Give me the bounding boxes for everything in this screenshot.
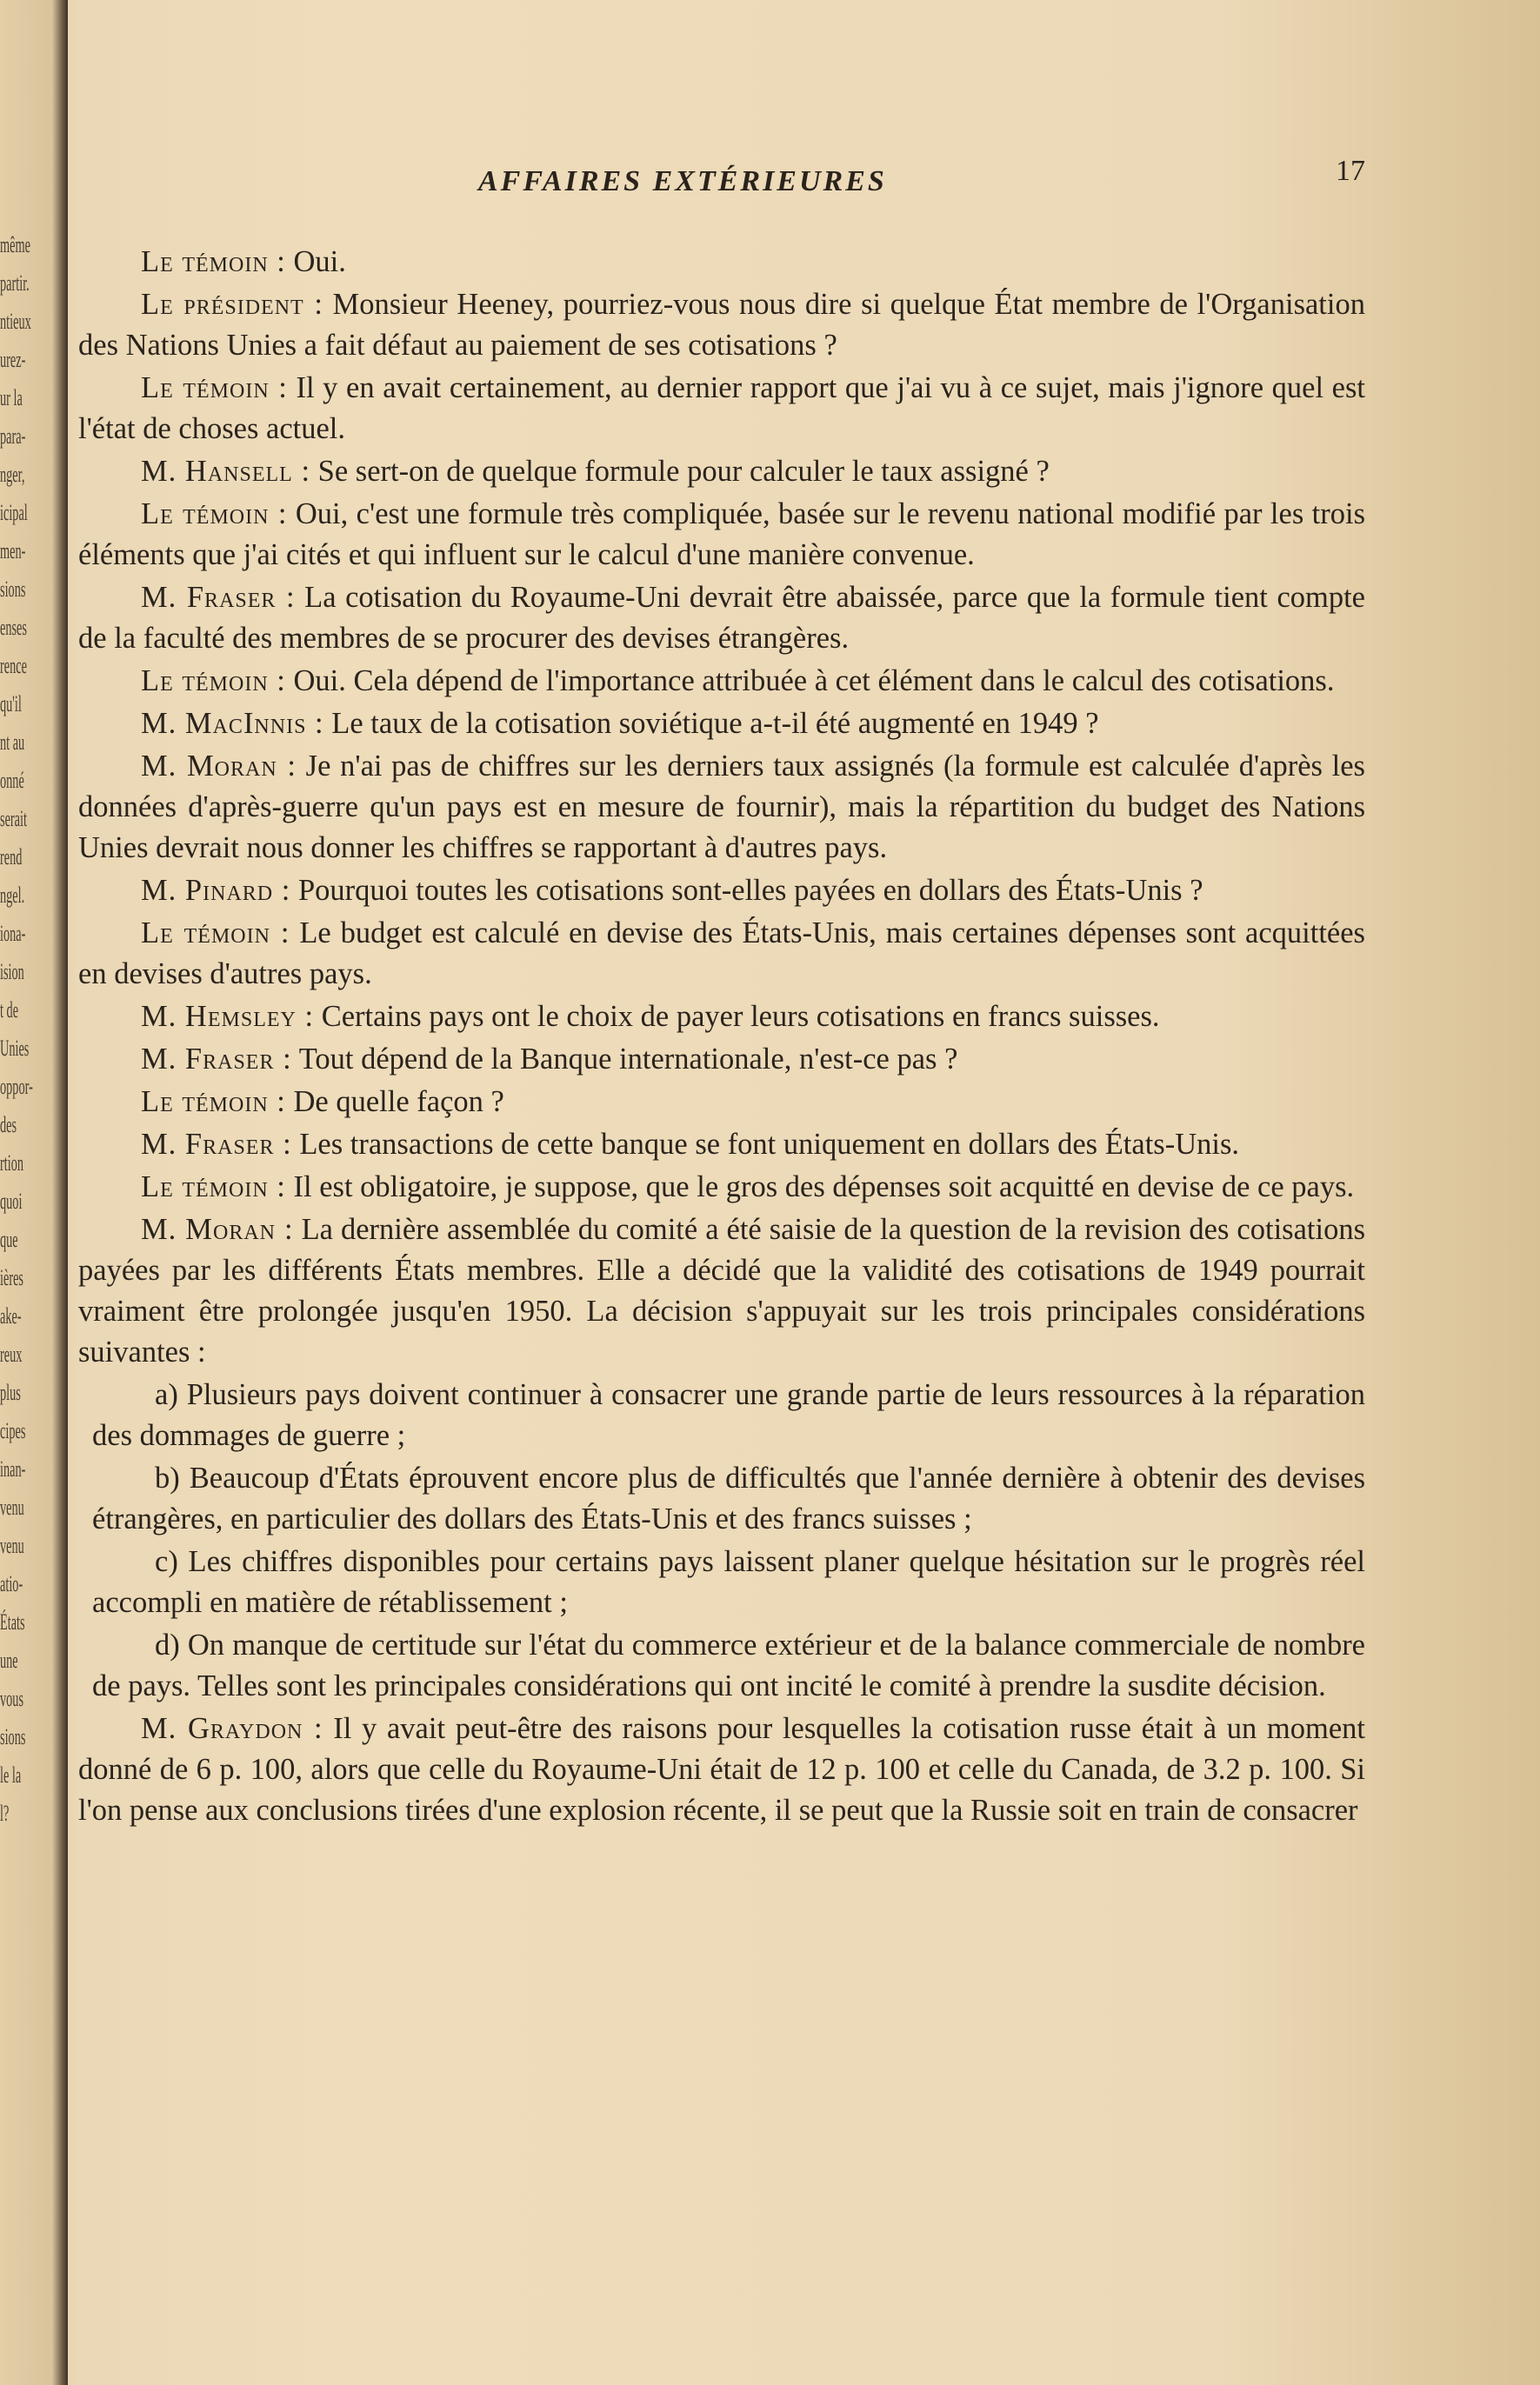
speaker-name: M. Moran : <box>141 1213 294 1246</box>
speaker-name: M. Hemsley : <box>141 1000 315 1033</box>
dialogue-paragraph <box>78 996 1365 1037</box>
facing-page-text-fragments <box>0 226 61 1833</box>
gutter-fragment: ur la <box>0 385 23 410</box>
facing-page-gutter <box>0 0 68 2385</box>
paragraph-text: Il y avait peut-être des raisons pour lesquelles la cotisation russe était à un moment donné de 6 p. 100, alors que celle du Royaume-Uni était de 12 p. 100 et celle du Canada, de 3.2 p. 100. Si l'on pense aux conclusions tirées d'une explosion récente, il se peut que la Russie soit en train de consacrer <box>78 1712 1365 1827</box>
dialogue-paragraph <box>78 1124 1365 1165</box>
paragraph-text: Oui, c'est une formule très compliquée, basée sur le revenu national modifié par les trois éléments que j'ai cités et qui influent sur le calcul d'une manière convenue. <box>78 497 1365 571</box>
gutter-fragment: ake- <box>0 1303 22 1329</box>
dialogue-paragraph <box>78 703 1365 744</box>
gutter-fragment: icipal <box>0 500 28 525</box>
gutter-fragment: sions <box>0 1724 26 1749</box>
gutter-fragment: partir. <box>0 270 30 296</box>
gutter-fragment: para- <box>0 423 26 449</box>
gutter-fragment: le la <box>0 1762 22 1788</box>
speaker-name: Le témoin : <box>141 1085 286 1118</box>
gutter-fragment: nt au <box>0 729 25 755</box>
gutter-fragment: urez- <box>0 347 26 372</box>
gutter-fragment: des <box>0 1112 17 1137</box>
paragraph-text: De quelle façon ? <box>285 1085 504 1118</box>
paragraph-text: Je n'ai pas de chiffres sur les derniers taux assignés (la formule est calculée d'après les données d'après-guerre qu'un pays est en mesure de fournir), mais la répartition du budget des Nations Unies devrait nous donner les chiffres se rapportant à d'autres pays. <box>78 749 1365 864</box>
list-item-paragraph <box>78 1375 1365 1456</box>
paragraph-text: Il y en avait certainement, au dernier rapport que j'ai vu à ce sujet, mais j'ignore quel est l'état de choses actuel. <box>78 371 1365 445</box>
page-header <box>78 155 1365 207</box>
paragraph-text: a) Plusieurs pays doivent continuer à consacrer une grande partie de leurs ressources à la réparation des dommages de guerre ; <box>92 1378 1365 1452</box>
speaker-name: Le témoin : <box>141 245 286 278</box>
gutter-fragment: enses <box>0 615 27 640</box>
gutter-fragment: iona- <box>0 921 26 946</box>
gutter-fragment: même <box>0 232 30 257</box>
gutter-fragment: atio- <box>0 1571 23 1596</box>
gutter-fragment: ngel. <box>0 883 25 908</box>
paragraph-text: Se sert-on de quelque formule pour calculer le taux assigné ? <box>310 455 1050 488</box>
gutter-fragment: Unies <box>0 1036 30 1061</box>
dialogue-paragraph <box>78 1082 1365 1123</box>
dialogue-paragraph <box>78 368 1365 450</box>
dialogue-paragraph <box>78 1709 1365 1831</box>
speaker-name: Le témoin : <box>141 664 286 697</box>
gutter-fragment: venu <box>0 1495 24 1520</box>
gutter-fragment: serait <box>0 806 27 831</box>
paragraph-text: Oui. Cela dépend de l'importance attribuée à cet élément dans le calcul des cotisations. <box>285 664 1335 697</box>
dialogue-paragraph <box>78 577 1365 659</box>
dialogue-paragraph <box>78 870 1365 911</box>
gutter-fragment: venu <box>0 1533 24 1558</box>
gutter-fragment: onné <box>0 768 24 793</box>
gutter-fragment: une <box>0 1648 18 1673</box>
gutter-fragment: rence <box>0 653 27 678</box>
gutter-fragment: vous <box>0 1686 24 1711</box>
running-head: AFFAIRES EXTÉRIEURES <box>478 165 887 197</box>
speaker-name: M. Graydon : <box>141 1712 323 1745</box>
speaker-name: Le témoin : <box>141 916 290 949</box>
dialogue-paragraph <box>78 242 1365 283</box>
dialogue-paragraph <box>78 284 1365 366</box>
gutter-fragment: qu'il <box>0 691 22 716</box>
speaker-name: M. Pinard : <box>141 874 291 907</box>
gutter-fragment: inan- <box>0 1456 26 1482</box>
gutter-fragment: reux <box>0 1342 23 1367</box>
gutter-fragment: t de <box>0 997 19 1023</box>
list-item-paragraph <box>78 1625 1365 1707</box>
speaker-name: Le témoin : <box>141 1170 286 1203</box>
gutter-fragment: oppor- <box>0 1074 33 1099</box>
dialogue-paragraph <box>78 913 1365 995</box>
gutter-fragment: men- <box>0 538 26 563</box>
gutter-fragment: ntieux <box>0 309 31 334</box>
speaker-name: M. Hansell : <box>141 455 311 488</box>
page-number: 17 <box>1336 155 1365 187</box>
paragraph-text: Tout dépend de la Banque internationale, n'est-ce pas ? <box>291 1043 958 1076</box>
paragraph-text: Monsieur Heeney, pourriez-vous nous dire si quelque État membre de l'Organisation des Nations Unies a fait défaut au paiement de ses cotisations ? <box>78 288 1365 362</box>
paragraph-text: d) On manque de certitude sur l'état du commerce extérieur et de la balance commerciale de nombre de pays. Telles sont les principales considérations qui ont incité le comité à prendre la susdite décision. <box>92 1629 1365 1702</box>
page-body <box>78 242 1365 1833</box>
paragraph-text: Le budget est calculé en devise des États-Unis, mais certaines dépenses sont acquittées en devises d'autres pays. <box>78 916 1365 990</box>
paragraph-text: La dernière assemblée du comité a été saisie de la question de la revision des cotisations payées par les différents États membres. Elle a décidé que la validité des cotisations de 1949 pourrait vraiment être prolongée jusqu'en 1950. La décision s'appuyait sur les trois principales considérations suivantes : <box>78 1213 1365 1369</box>
dialogue-paragraph <box>78 1209 1365 1373</box>
speaker-name: M. Moran : <box>141 749 297 783</box>
gutter-fragment: l? <box>0 1801 10 1826</box>
list-item-paragraph <box>78 1458 1365 1540</box>
gutter-fragment: rend <box>0 844 23 869</box>
gutter-fragment: nger, <box>0 462 25 487</box>
gutter-fragment: ision <box>0 959 24 984</box>
paragraph-text: Le taux de la cotisation soviétique a-t-il été augmenté en 1949 ? <box>323 707 1099 740</box>
gutter-fragment: États <box>0 1609 25 1635</box>
gutter-fragment: rtion <box>0 1150 24 1176</box>
dialogue-paragraph <box>78 746 1365 869</box>
speaker-name: Le témoin : <box>141 371 288 404</box>
paragraph-text: Oui. <box>285 245 346 278</box>
paragraph-text: Il est obligatoire, je suppose, que le gros des dépenses soit acquitté en devise de ce pays. <box>285 1170 1355 1203</box>
paragraph-text: b) Beaucoup d'États éprouvent encore plus de difficultés que l'année dernière à obtenir des devises étrangères, en particulier des dollars des États-Unis et des francs suisses ; <box>92 1462 1365 1536</box>
list-item-paragraph <box>78 1542 1365 1623</box>
dialogue-paragraph <box>78 494 1365 576</box>
dialogue-paragraph <box>78 1039 1365 1080</box>
dialogue-paragraph <box>78 1167 1365 1208</box>
gutter-fragment: plus <box>0 1380 21 1405</box>
paragraph-text: Certains pays ont le choix de payer leurs cotisations en francs suisses. <box>314 1000 1160 1033</box>
speaker-name: M. MacInnis : <box>141 707 324 740</box>
gutter-fragment: ières <box>0 1265 24 1290</box>
dialogue-paragraph <box>78 451 1365 492</box>
gutter-fragment: sions <box>0 576 26 602</box>
paragraph-text: Les transactions de cette banque se font uniquement en dollars des États-Unis. <box>291 1128 1239 1161</box>
paragraph-text: La cotisation du Royaume-Uni devrait être abaissée, parce que la formule tient compte de la faculté des membres de se procurer des devises étrangères. <box>78 581 1365 655</box>
gutter-fragment: cipes <box>0 1418 26 1443</box>
speaker-name: M. Fraser : <box>141 1043 292 1076</box>
gutter-fragment: que <box>0 1227 18 1252</box>
dialogue-paragraph <box>78 661 1365 702</box>
speaker-name: M. Fraser : <box>141 1128 292 1161</box>
paragraph-text: c) Les chiffres disponibles pour certains pays laissent planer quelque hésitation sur le progrès réel accompli en matière de rétablissement ; <box>92 1545 1365 1619</box>
paragraph-text: Pourquoi toutes les cotisations sont-elles payées en dollars des États-Unis ? <box>290 874 1203 907</box>
speaker-name: Le président : <box>141 288 323 321</box>
gutter-fragment: quoi <box>0 1189 23 1214</box>
speaker-name: Le témoin : <box>141 497 288 530</box>
speaker-name: M. Fraser : <box>141 581 296 614</box>
